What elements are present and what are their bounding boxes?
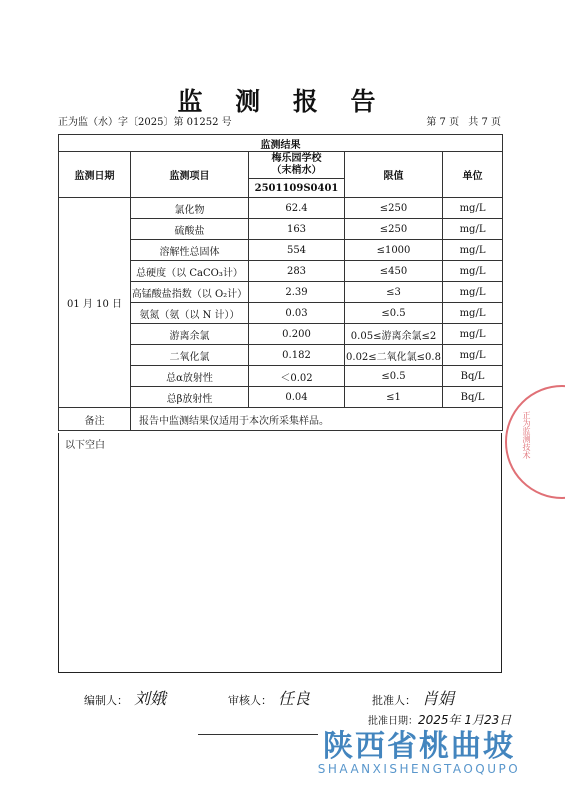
header-sample <box>249 152 345 179</box>
row-unit: mg/L <box>443 198 503 219</box>
row-item: 氯化物 <box>131 198 249 219</box>
row-limit: ≤1 <box>345 387 443 408</box>
row-unit: mg/L <box>443 240 503 261</box>
row-value: 0.182 <box>249 345 345 366</box>
monitor-date: 01 月 10 日 <box>59 198 131 408</box>
compiler-signature: 刘娥 <box>134 689 167 708</box>
row-item: 总α放射性 <box>131 366 249 387</box>
row-unit: mg/L <box>443 324 503 345</box>
row-value: 62.4 <box>249 198 345 219</box>
results-table <box>58 134 503 431</box>
row-limit: ≤3 <box>345 282 443 303</box>
row-value: 0.03 <box>249 303 345 324</box>
divider <box>198 734 318 735</box>
row-unit: Bq/L <box>443 366 503 387</box>
approver-signature-line <box>372 686 454 709</box>
table-caption: 监测结果 <box>59 135 503 152</box>
header-unit: 单位 <box>443 152 503 198</box>
page-number: 第 7 页 <box>426 117 460 128</box>
compiler-signature-line <box>84 686 166 709</box>
approver-label: 批准人： <box>372 694 416 707</box>
row-value: 0.04 <box>249 387 345 408</box>
row-limit: ≤250 <box>345 219 443 240</box>
table-row <box>59 198 503 219</box>
header-date: 监测日期 <box>59 152 131 198</box>
sample-id: 2501109S0401 <box>249 179 345 198</box>
header-item: 监测项目 <box>131 152 249 198</box>
row-value: 2.39 <box>249 282 345 303</box>
header-limit: 限值 <box>345 152 443 198</box>
row-item: 总β放射性 <box>131 387 249 408</box>
watermark-subtitle: SHAANXISHENGTAOQUPO <box>317 762 521 776</box>
row-value: 0.200 <box>249 324 345 345</box>
sample-name: 梅乐园学校 <box>271 153 322 164</box>
blank-area <box>58 433 502 673</box>
watermark-title: 陕西省桃曲坡 <box>323 729 515 764</box>
page-info <box>420 113 501 128</box>
row-limit: ≤0.5 <box>345 303 443 324</box>
approval-date-value: 2025年 1月23日 <box>418 713 512 727</box>
row-limit: ≤250 <box>345 198 443 219</box>
remark-text: 报告中监测结果仅适用于本次所采集样品。 <box>131 408 503 431</box>
approval-date-label: 批准日期： <box>368 716 418 727</box>
row-limit: ≤0.5 <box>345 366 443 387</box>
blank-note: 以下空白 <box>65 440 105 451</box>
row-limit: 0.05≤游离余氯≤2 <box>345 324 443 345</box>
compiler-label: 编制人： <box>84 694 128 707</box>
row-item: 高锰酸盐指数（以 O₂计） <box>131 282 249 303</box>
row-value: ＜0.02 <box>249 366 345 387</box>
row-unit: mg/L <box>443 219 503 240</box>
row-limit: ≤450 <box>345 261 443 282</box>
sample-subname: （末梢水） <box>271 165 322 176</box>
page-total: 共 7 页 <box>468 117 501 128</box>
row-unit: mg/L <box>443 261 503 282</box>
row-limit: ≤1000 <box>345 240 443 261</box>
row-unit: mg/L <box>443 282 503 303</box>
row-unit: mg/L <box>443 345 503 366</box>
row-value: 163 <box>249 219 345 240</box>
row-item: 游离余氯 <box>131 324 249 345</box>
reviewer-signature-line <box>228 686 310 709</box>
row-item: 溶解性总固体 <box>131 240 249 261</box>
row-item: 总硬度（以 CaCO₃计） <box>131 261 249 282</box>
row-value: 283 <box>249 261 345 282</box>
reviewer-signature: 任良 <box>278 689 311 708</box>
reviewer-label: 审核人： <box>228 694 272 707</box>
row-unit: mg/L <box>443 303 503 324</box>
report-title: 监 测 报 告 <box>177 87 388 116</box>
row-item: 二氧化氯 <box>131 345 249 366</box>
seal-text: 正为监测技术 <box>522 411 531 459</box>
company-seal <box>505 385 565 499</box>
row-item: 氨氮（氨（以 N 计）） <box>131 303 249 324</box>
row-unit: Bq/L <box>443 387 503 408</box>
row-limit: 0.02≤二氧化氯≤0.8 <box>345 345 443 366</box>
remark-label: 备注 <box>59 408 131 431</box>
row-item: 硫酸盐 <box>131 219 249 240</box>
approver-signature: 肖娟 <box>422 689 455 708</box>
row-value: 554 <box>249 240 345 261</box>
document-number: 正为监（水）字〔2025〕第 01252 号 <box>58 117 232 128</box>
